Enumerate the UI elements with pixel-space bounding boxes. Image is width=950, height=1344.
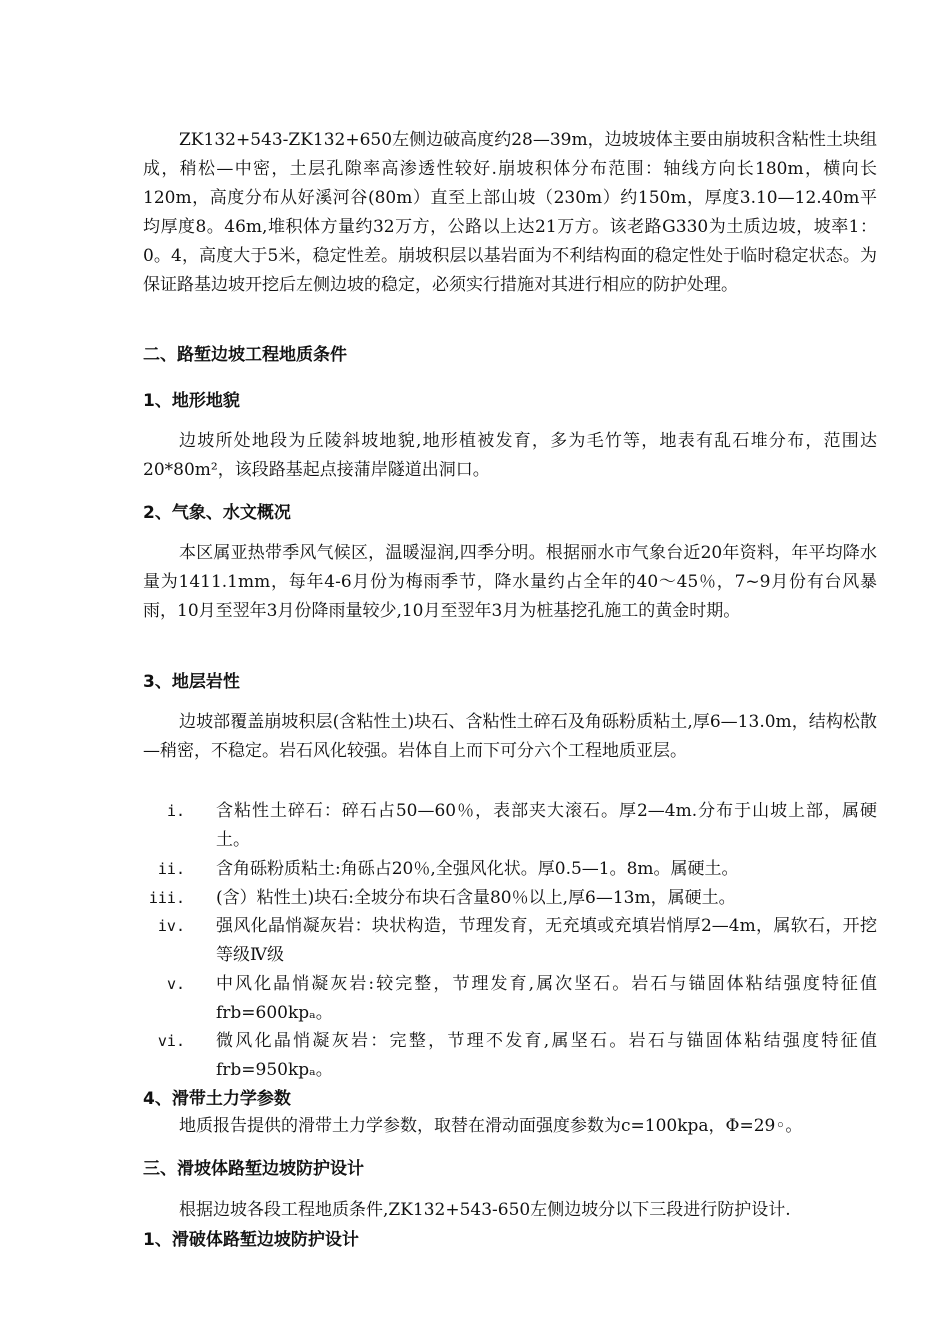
intro-paragraph: ZK132+543-ZK132+650左侧边破高度约28—39m，边坡坡体主要由崩坡积含粘性土块组成，稍松—中密，土层孔隙率高渗透性较好.崩坡积体分布范围：轴线方向长180m，横向长120m，高度分布从好溪河谷(80m）直至上部山坡（230m）约150m，厚度3.10—12.40m平均厚度8。46m,堆积体方量约32万方，公路以上达21万方。该老路G330为土质边坡，坡率1：0。4，高度大于5米，稳定性差。崩坡积层以基岩面为不利结构面的稳定性处于临时稳定状态。为保证路基边坡开挖后左侧边坡的稳定，必须实行措施对其进行相应的防护处理。 — [143, 130, 877, 295]
subheading-params: 4、滑带土力学参数 — [143, 1089, 291, 1109]
section-heading-geology: 二、路堑边坡工程地质条件 — [143, 345, 347, 365]
subheading-strata: 3、地层岩性 — [143, 672, 240, 692]
section-heading-design: 三、滑坡体路堑边坡防护设计 — [143, 1159, 364, 1179]
strata-paragraph: 边坡部覆盖崩坡积层(含粘性土)块石、含粘性土碎石及角砾粉质粘土,厚6—13.0m，结构松散—稍密，不稳定。岩石风化较强。岩体自上而下可分六个工程地质亚层。 — [143, 712, 877, 761]
design-paragraph: 根据边坡各段工程地质条件,ZK132+543-650左侧边坡分以下三段进行防护设计. — [179, 1200, 791, 1220]
subheading-climate: 2、气象、水文概况 — [143, 503, 291, 523]
list-item-text: 含角砾粉质粘土:角砾占20％,全强风化状。厚0.5—1。8m。属硬土。 — [216, 859, 739, 879]
subheading-terrain: 1、地形地貌 — [143, 391, 240, 411]
list-item-text: 强风化晶悄凝灰岩：块状构造，节理发育，无充填或充填岩悄厚2—4m，属软石，开挖等级Ⅳ级 — [216, 916, 877, 965]
climate-paragraph: 本区属亚热带季风气候区，温暖湿润,四季分明。根据丽水市气象台近20年资料，年平均降水量为1411.1mm，每年4-6月份为梅雨季节，降水量约占全年的40～45％，7~9月份有台风暴雨，10月至翌年3月份降雨量较少,10月至翌年3月为桩基挖孔施工的黄金时期。 — [143, 543, 877, 621]
list-item-text: 中风化晶悄凝灰岩:较完整，节理发育,属次坚石。岩石与锚固体粘结强度特征值frb=600kpₐ。 — [216, 974, 877, 1023]
list-marker: iv. — [157, 917, 185, 935]
subheading-design-1: 1、滑破体路堑边坡防护设计 — [143, 1230, 359, 1250]
terrain-paragraph: 边坡所处地段为丘陵斜坡地貌,地形植被发育，多为毛竹等，地表有乱石堆分布，范围达20*80m²，该段路基起点接蒲岸隧道出洞口。 — [143, 431, 877, 480]
list-marker: vi. — [157, 1032, 185, 1050]
list-marker: iii. — [148, 889, 185, 907]
list-marker: ii. — [157, 860, 185, 878]
list-item-text: 微风化晶悄凝灰岩：完整，节理不发育,属坚石。岩石与锚固体粘结强度特征值frb=950kpₐ。 — [216, 1031, 877, 1080]
list-marker: v. — [166, 975, 185, 993]
params-paragraph: 地质报告提供的滑带土力学参数，取替在滑动面强度参数为c=100kpa，Φ=29◦。 — [179, 1116, 803, 1136]
list-item-text: (含）粘性土)块石:全坡分布块石含量80％以上,厚6—13m，属硬土。 — [216, 888, 736, 908]
list-item-text: 含粘性土碎石：碎石占50—60％，表部夹大滚石。厚2—4m.分布于山坡上部，属硬土。 — [216, 801, 877, 850]
list-marker: i. — [166, 802, 185, 820]
